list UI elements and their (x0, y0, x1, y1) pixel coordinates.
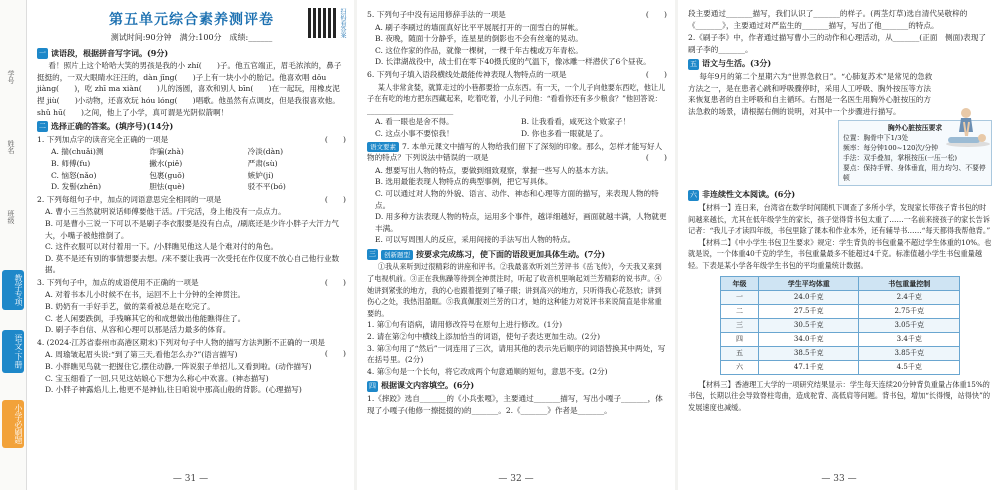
page-title: 第五单元综合素养测评卷 (109, 12, 274, 28)
cell: 2.4千克 (859, 290, 960, 304)
material-2: 【材料二】《中小学生书包卫生要求》规定：学生背负的书包重量不超过学生体重的10%。也就是说，一个体重40千克的学生，书包重量最多不能超过4千克。标准值越小学生书包重量越轻。下表是某小学各年级学生书包的平均重量统计数据。 (688, 237, 992, 270)
question-text: 2. 下列每组句子中，加点的词语意思完全相同的一项是 (37, 194, 222, 204)
cell: 4.5千克 (859, 360, 960, 374)
question-7: 语文要素 7. 本单元课文中描写的人物给我们留下了深刻的印象。那么，怎样才能写好人物的特点？下列说法中错误的一项是 ( ) (367, 141, 667, 163)
option: C. 老人闲要跌倒，手残嘛其它的和成想做出他能瞧得住了。 (45, 313, 246, 323)
column-header: 学生平均体重 (758, 276, 859, 290)
option: B. 夜晚，随面十分静乎，连星星的倒影也不会有丝毫的晃动。 (375, 34, 583, 44)
option: D. 用多种方法表现人物的特点，运用多个事件，越详细越好，画面就越丰满，人物就更丰满。 (375, 212, 667, 233)
question-text: 4. (2024·江苏省泰州市高港区期末)下列对句子中人物的描写方法判断不正确的一项是 (37, 337, 325, 347)
section-1-header (37, 48, 346, 60)
material-3: 【材料三】香港理工大学的一项研究结果显示：学生每天连续20分钟背负重量占体重15%的书包，长期以往会导致脊柱弯曲，造成驼背、高低肩等问题。背书包，增加“长得慢，站得快”的发展速度也减缓。 (688, 379, 991, 412)
s5-passage: 每年9月的第二个星期六为“世界急救日”。“心肺复苏术”是常见的急救方法之一，是在患者心跳和呼吸骤停时，采用人工呼吸、胸外按压等方法来恢复患者的自主呼吸和自主循环。右图是一名医生用胸外心脏按压的方法急救的场景，请根据右侧的说明，对其中一个步骤进行描写。 (688, 71, 933, 116)
table-row (721, 304, 960, 318)
cell: 一 (721, 290, 759, 304)
question-2: 2.《刷子李》中，作者通过描写曹小三的动作和心理活动，从_______(正面 侧面)表现了刷子李的_______。 (688, 33, 986, 54)
label-class: 班级 (7, 210, 15, 224)
task: 1. 第①句有语病，请用修改符号在原句上进行修改。(1分) (367, 320, 563, 330)
cell: 3.05千克 (859, 318, 960, 332)
option: C. 这点小事不要惊我！ (375, 128, 454, 138)
cell: 24.0千克 (758, 290, 859, 304)
card-line: 位置：胸骨中下1/3处 (843, 134, 909, 143)
option: D. 刷子李自信、从容和心理可以那是活力最多的体育。 (45, 325, 231, 335)
option: 包裹(guǒ) (149, 170, 185, 180)
option: 驳不平(bó) (247, 182, 286, 192)
section-number: 六 (690, 190, 697, 199)
binding-strip (0, 0, 27, 490)
section-number: 二 (39, 122, 46, 131)
option: 诈骗(zhà) (149, 147, 184, 157)
question-text: 3. 下列句子中，加点的成语使用不正确的一项是 (37, 277, 199, 287)
option: B. 让我看看，咸死这个败家子！ (521, 117, 631, 127)
qr-code[interactable] (308, 8, 338, 38)
task: 2. 请在第②句中横线上添加恰当的词语，使句子表达更加生动。(2分) (367, 332, 601, 342)
question-text: 7. 本单元课文中描写的人物给我们留下了深刻的印象。那么，怎样才能写好人物的特点？下列说法中错误的一项是 (367, 141, 663, 163)
option: D. 发髻(zhěn) (51, 182, 102, 192)
pinyin-passage: 看！照片上这个哈哈大笑的男孩是我的小 zhí( )子。他五官端正，眉毛浓浓的，鼻子挺挺的，一双大眼睛水汪汪的，dàn jīng( )子上有一块小小的胎记。他喜欢唱 dǒu jiàng( )，吃 zhī ma xiàn( )儿的汤圆，喜欢和别人 bīn( )在一起玩，用橡皮泥捏 jiù( )小动物，还喜欢玩 hóu lóng( )唱歌。他虽然有点调皮，但是我很喜欢他。shǔ hū( )之间，他上了小学，真可谓是光阴似箭啊！ (37, 61, 342, 117)
cell: 六 (721, 360, 759, 374)
question-2: 2. 下列每组句子中，加点的词语意思完全相同的一项是 ( ) (37, 194, 346, 204)
column-header: 书包重量控制 (859, 276, 960, 290)
section-number: 三 (369, 250, 376, 259)
option: 撇水(piě) (149, 158, 183, 168)
option: A. 对着书本儿小时候不在书，运回不上十分钟的全神贯注。 (45, 290, 246, 300)
section-3-header (367, 249, 667, 261)
option: 嫉妒(jí) (247, 170, 274, 180)
page-number: — 31 — (172, 474, 209, 485)
tag-special: 教学专项 (2, 270, 24, 310)
question-6: 6. 下列句子填入语段横线处最能传神表现人物特点的一项是 ( ) (367, 69, 667, 79)
option: A. 看一眼也是舍不得。 (375, 117, 454, 127)
option: D. 你也多看一眼就是了。 (521, 128, 608, 138)
section-number: 一 (39, 48, 46, 57)
card-line: 要点：保持手臂、身体垂直，用力均匀、不要停顿 (843, 164, 986, 183)
q6-passage: 某人非常贪婪，就算走过的小巷都要拾一点东西。有一天，一个儿子向他要东西吃，他让儿子在有吃的地方把东西藏起来，吃着吃着，小儿子问他：“看看你还有多少粮食？”他回答说：________________________ (367, 82, 666, 115)
table-header-row (721, 276, 960, 290)
innovation-chip: 创新题型 (381, 250, 413, 260)
cell: 47.1千克 (758, 360, 859, 374)
option: C. 宝玉细看了一回,只见这姑娘心下想为么称心中欢喜。(神态描写) (45, 373, 269, 383)
section-6-header (688, 189, 992, 201)
section-number: 五 (690, 59, 697, 68)
option: B. 小胖瞧见鸟就一把握住它,摆住动静,一阵说狠子单招儿,又看到啦。(动作描写) (45, 362, 312, 372)
option: D. 小胖子神露焰儿上,他更不是神仙,往日咱说中那高山般的背影。(心理描写) (45, 385, 302, 395)
cell: 27.5千克 (758, 304, 859, 318)
cell: 30.5千克 (758, 318, 859, 332)
fill-in-text: 1.《摔跤》选自_______的《小兵张嘎》，主要通过_______描写，写出小嘎子_______，体现了小嘎子(他修一擦挺掇的)的_______。2.《_______》作者是_______。 (367, 394, 663, 415)
tag-volume: 语文·下册 (2, 330, 24, 373)
literacy-chip: 语文要素 (367, 142, 399, 152)
section-title: 选择正确的答案。(填序号)(14分) (51, 121, 174, 132)
column-header: 年级 (721, 276, 759, 290)
option: B. 奶奶有一手好手艺，做的菜肴被总是在吃完了。 (45, 302, 215, 312)
cell: 三 (721, 318, 759, 332)
option: C. 可以通过对人物的外貌、语言、动作、神态和心理等方面的描写，来表现人物的特点。 (375, 188, 659, 210)
cell: 38.5千克 (758, 346, 859, 360)
option: A. 周瑜皱起眉头说:“到了第三天,看他怎么办?”(语言描写) (45, 350, 238, 360)
table-row (721, 318, 960, 332)
cpr-illustration-icon (944, 104, 992, 148)
question-3: 3. 下列句子中，加点的成语使用不正确的一项是 ( ) (37, 277, 346, 287)
section-title: 非连续性文本阅读。(6分) (702, 189, 796, 200)
page-number: — 32 — (498, 474, 534, 485)
cell: 四 (721, 332, 759, 346)
option: B. 师傅(fu) (51, 158, 91, 168)
card-line: 手法：双手叠加，掌根按压(一压一松) (843, 154, 958, 163)
brand-logo: 小学必刷题 (2, 400, 24, 448)
option: C. 恼怒(nǎo) (51, 170, 97, 180)
option: B. 选用最能表现人物特点的典型事例，把它写具体。 (375, 177, 553, 187)
page-32 (357, 0, 675, 490)
s3-passage: ①我从来听到过很精彩的讲座和评书。②我最喜欢听刘兰芳评书《岳飞传》，今天我又来到了电视机前。③正在我焦躁等待到全神贯注时，听起了收音机里响起刘兰芳精彩的说书声。④她讲到紧张的地方，我的心也跟着提到了嗓子眼；讲到高兴的地方，只听得我心花怒放；讲到伤心之处，我热泪盈眶。⑤我真佩服刘兰芳的口才，她的这种能力对说评书来说简直是非常重要的。 (367, 262, 662, 318)
fill-in-text: 段主要通过_______描写，我们认识了_______的样子。(两茎灯草)选自清代吴敬梓的《_______》，主要通过对严监生的_______描写，写出了他_______的特点。 (688, 9, 968, 30)
section-title: 读语段，根据拼音写字词。(9分) (51, 47, 169, 58)
section-2-header (37, 121, 346, 133)
question-text: 1. 下列加点字的读音完全正确的一项是 (37, 134, 169, 144)
cell: 二 (721, 304, 759, 318)
option: D. 莫不是还有别的事情想要去想。/来不要让我再一次受托在作仅度不放心自己他行业数据。 (45, 253, 340, 275)
q6-options-row (367, 116, 667, 128)
cell: 3.85千克 (859, 346, 960, 360)
qr-label: 扫码看答案 (339, 8, 346, 38)
option: 冷淡(dàn) (247, 147, 284, 157)
option: C. 这件衣服可以对付着用一下。/小胖瞧见他这人是个难对付的角色。 (45, 242, 279, 252)
question-5: 5. 下列句子中没有运用修辞手法的一项是 ( ) (367, 10, 667, 19)
task: 4. 第⑤句是一个长句，将它改成两个句意通顺的短句，意思不变。(2分) (367, 366, 608, 376)
cell: 五 (721, 346, 759, 360)
option: A. 想要写出人物的特点，要做到细致观察，掌握一些写人的基本方法。 (375, 165, 614, 175)
option: D. 长津湖战役中，战士们在零下40摄氏度的气温下，像冰雕一样潜伏了6个昼夜。 (375, 57, 651, 67)
q6-options-row (367, 128, 667, 140)
option: 胆怯(què) (149, 182, 185, 192)
material-1: 【材料一】连日来，台湾省在数学时间随机下调查了多所小学，发现家长带孩子背书包的时间越来越长，尤其在低年级学生的家长，孩子觉得背书包太重了……一名前来接孩子的家长告诉记者：“我儿子才读四年级，书包里除了课本和作业本外，还有辅导书……“每天都得我帮他背。” (688, 202, 991, 236)
schoolbag-weight-table (720, 276, 960, 375)
question-text: 5. 下列句子中没有运用修辞手法的一项是 (367, 10, 506, 19)
section-5-header (688, 58, 992, 70)
section-4-header (367, 380, 667, 392)
label-student-no: 学号 (7, 70, 15, 84)
question-text: 6. 下列句子填入语段横线处最能传神表现人物特点的一项是 (367, 69, 567, 79)
section-title: 按要求完成练习，使下面的语段更加具体生动。(7分) (416, 248, 606, 259)
option: 严肃(sù) (247, 158, 278, 168)
card-line: 频率：每分钟100~120次/分钟 (843, 144, 939, 153)
section-number: 四 (369, 381, 376, 390)
task: 3. 第③句用了“然后”一词连用了三次，请用其他的表示先后顺序的词语替换其中两处，写在括号里。(2分) (367, 343, 666, 365)
question-4: 4. (2024·江苏省泰州市高港区期末)下列对句子中人物的描写方法判断不正确的一项是 ( ) (37, 337, 346, 359)
section-title: 根据课文内容填空。(6分) (381, 380, 475, 391)
section-title: 语文与生活。(3分) (702, 58, 772, 69)
option: E. 可以写周围人的反应，采用间接的手法写出人物的特点。 (375, 235, 576, 245)
table-row (721, 346, 960, 360)
table-row (721, 290, 960, 304)
cell: 2.75千克 (859, 304, 960, 318)
cell: 3.4千克 (859, 332, 960, 346)
option: A. 揣(chuǎi)测 (51, 147, 104, 157)
test-meta: 测试时间:90分钟 满分:100分 成绩:______ (110, 33, 273, 42)
table-row (721, 360, 960, 374)
question-1: 1. 下列加点字的读音完全正确的一项是 ( ) (37, 134, 346, 144)
table-row (721, 332, 960, 346)
option: A. 曹小三当然就明说话师傅要他干活。/干完活，身上他没有一点点力。 (45, 207, 286, 217)
q1-options (37, 146, 346, 192)
option: B. 可是曹小三说一下可以不是刷子李衣服要是没有白点，/刷底还是少许小胖子大汗力气大，小嘴子被他推倒了。 (45, 218, 339, 240)
page-33 (678, 0, 1000, 490)
option: C. 这位作家的作品，就像一棵树，一棵千年古槐或万年青松。 (375, 45, 583, 55)
page-number: — 33 — (821, 474, 857, 485)
label-name: 姓名 (7, 140, 15, 154)
cell: 34.0千克 (758, 332, 859, 346)
page-31 (27, 0, 354, 490)
card-title: 胸外心脏按压要求 (887, 124, 943, 133)
option: A. 刷子李刷过的墙面真好比平平展展打开的一面雪白的屏帐。 (375, 22, 583, 32)
